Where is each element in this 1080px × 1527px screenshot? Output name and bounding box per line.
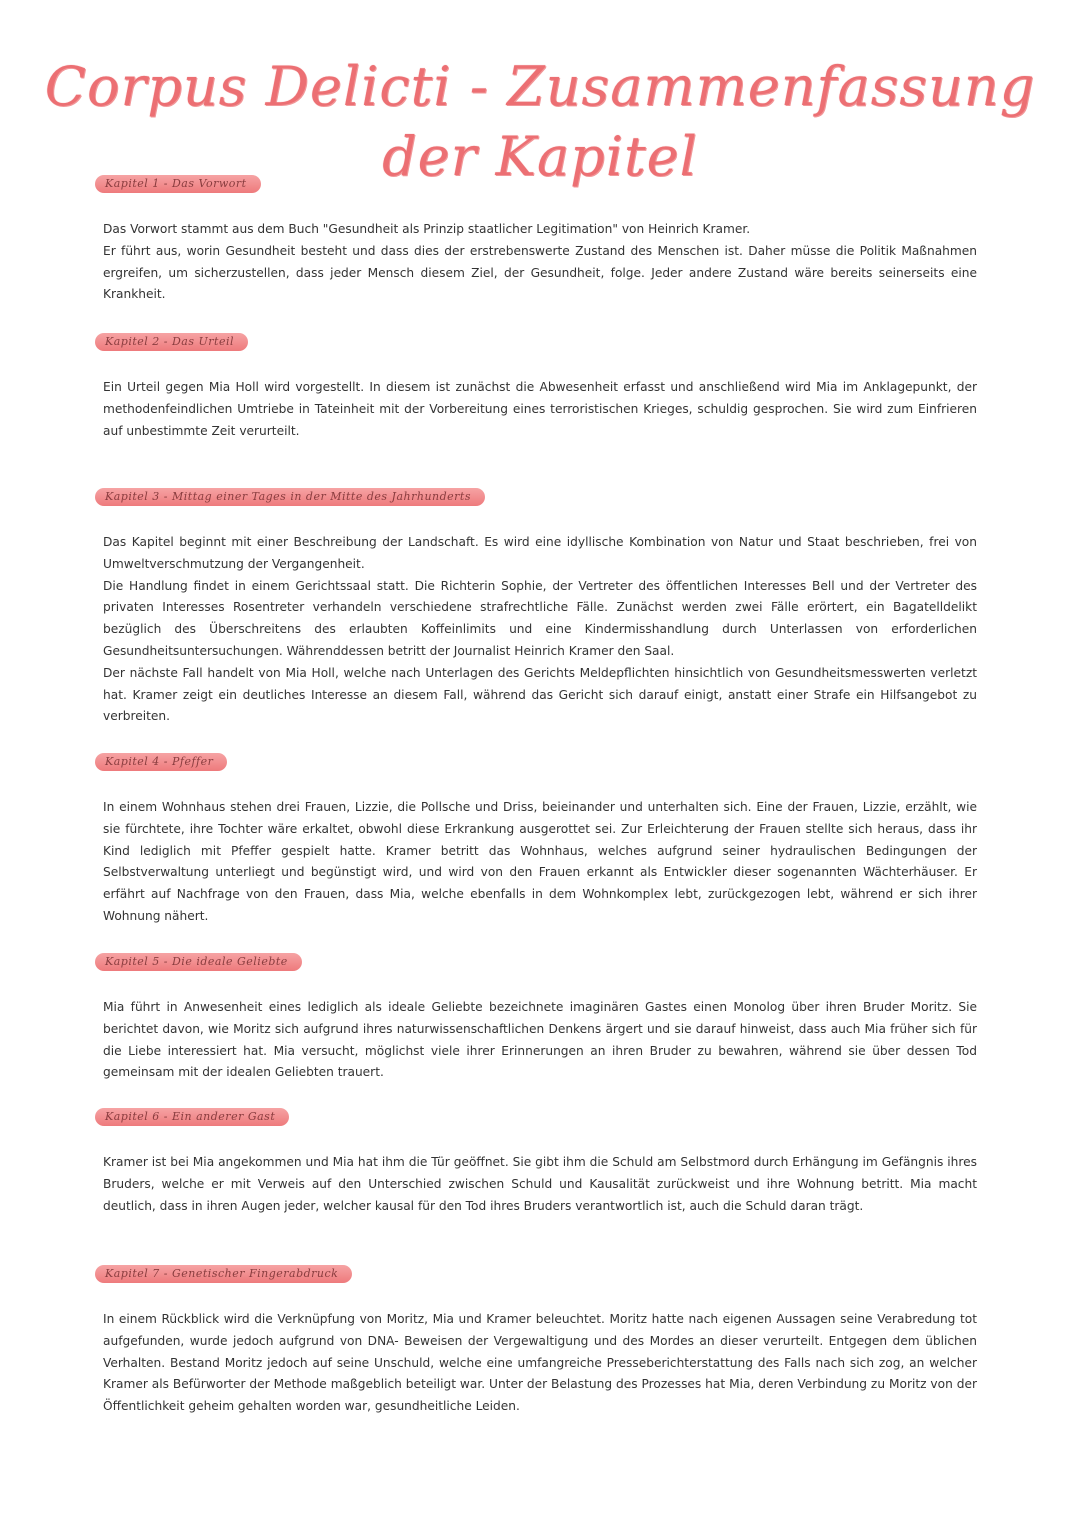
chapter-7: [103, 1262, 977, 1418]
paragraph: Er führt aus, worin Gesundheit besteht und dass dies der erstrebenswerte Zustand des Menschen ist. Daher müsse die Politik Maßnahmen ergreifen, um sicherzustellen, dass jeder Mensch diesem Ziel, der Gesundheit, folge. Jeder andere Zustand wäre bereits seinerseits eine Krankheit.: [103, 243, 977, 302]
chapter-text: [103, 377, 977, 442]
paragraph: Ein Urteil gegen Mia Holl wird vorgestellt. In diesem ist zunächst die Abwesenheit erfasst und anschließend wird Mia im Anklagepunkt, der methodenfeindlichen Umtriebe in Tateinheit mit der Vorbereitung eines terroristischen Krieges, schuldig gesprochen. Sie wird zum Einfrieren auf unbestimmte Zeit verurteilt.: [103, 380, 977, 438]
chapter-text: [103, 1309, 977, 1418]
paragraph: Mia führt in Anwesenheit eines lediglich als ideale Geliebte bezeichnete imaginären Gastes einen Monolog über ihren Bruder Moritz. Sie berichtet davon, wie Moritz sich aufgrund ihres naturwissenschaftlichen Denkens ärgert und sie darauf hinweist, dass auch Mia früher sich für die Liebe interessiert hat. Mia versucht, möglichst viele ihrer Erinnerungen an ihren Bruder zu bewahren, während sie über dessen Tod gemeinsam mit der idealen Geliebten trauert.: [103, 1000, 977, 1080]
paragraph: In einem Rückblick wird die Verknüpfung von Moritz, Mia und Kramer beleuchtet. Moritz hatte nach eigenen Aussagen seine Verabredung tot aufgefunden, wurde jedoch aufgrund von DNA- Beweisen der Vergewaltigung und des Mordes an dieser verurteilt. Entgegen dem üblichen Verhalten. Bestand Moritz jedoch auf seine Unschuld, welche eine umfangreiche Presseberichterstattung des Falls nach sich zog, an welcher Kramer als Befürworter der Methode maßgeblich beteiligt war. Unter der Belastung des Prozesses hat Mia, deren Verbindung zu Moritz von der Öffentlichkeit geheim gehalten worden war, gesundheitliche Leiden.: [103, 1312, 977, 1414]
chapter-heading: Kapitel 4 - Pfeffer: [95, 753, 227, 771]
chapter-3: [103, 485, 977, 728]
chapter-2: [103, 330, 977, 442]
chapter-heading: Kapitel 7 - Genetischer Fingerabdruck: [95, 1265, 352, 1283]
chapter-heading: Kapitel 1 - Das Vorwort: [95, 175, 261, 193]
paragraph: Der nächste Fall handelt von Mia Holl, welche nach Unterlagen des Gerichts Meldepflichten hinsichtlich von Gesundheitsmesswerten verletzt hat. Kramer zeigt ein deutliches Interesse an diesem Fall, während das Gericht sich darauf einigt, anstatt einer Strafe ein Hilfsangebot zu verbreiten.: [103, 665, 977, 724]
chapter-text: [103, 997, 977, 1084]
chapter-5: [103, 950, 977, 1084]
paragraph: In einem Wohnhaus stehen drei Frauen, Lizzie, die Pollsche und Driss, beieinander und unterhalten sich. Eine der Frauen, Lizzie, erzählt, wie sie fürchtete, ihre Tochter wäre erkaltet, obwohl diese Erkrankung ausgerottet sei. Zur Erleichterung der Frauen stellte sich heraus, dass ihr Kind lediglich mit Pfeffer gespielt hatte. Kramer betritt das Wohnhaus, welches aufgrund seiner hydraulischen Bedingungen der Selbstverwaltung unterliegt und begünstigt wird, und wird von den Frauen erkannt als Entwickler dieser sogenannten Wächterhäuser. Er erfährt auf Nachfrage von den Frauen, dass Mia, welche ebenfalls in dem Wohnkomplex lebt, zurückgezogen lebt, während er sich ihrer Wohnung nähert.: [103, 800, 977, 923]
chapter-heading: Kapitel 6 - Ein anderer Gast: [95, 1108, 289, 1126]
chapter-text: [103, 219, 977, 306]
chapter-4: [103, 750, 977, 928]
chapter-text: [103, 797, 977, 928]
paragraph: Das Vorwort stammt aus dem Buch "Gesundheit als Prinzip staatlicher Legitimation" von Heinrich Kramer.: [103, 222, 751, 236]
chapter-heading: Kapitel 2 - Das Urteil: [95, 333, 248, 351]
chapter-1: [103, 172, 977, 306]
chapter-heading: Kapitel 3 - Mittag einer Tages in der Mitte des Jahrhunderts: [95, 488, 485, 506]
chapter-text: [103, 1152, 977, 1217]
page-title: Corpus Delicti - Zusammenfassung der Kapitel: [44, 55, 1036, 188]
chapter-heading: Kapitel 5 - Die ideale Geliebte: [95, 953, 302, 971]
paragraph: Die Handlung findet in einem Gerichtssaal statt. Die Richterin Sophie, der Vertreter des öffentlichen Interesses Bell und der Vertreter des privaten Interesses Rosentreter verhandeln verschiedene strafrechtliche Fälle. Zunächst werden zwei Fälle erörtert, ein Bagatelldelikt bezüglich des Überschreitens des erlaubten Koffeinlimits und eine Kindermisshandlung durch Unterlassen von erforderlichen Gesundheitsuntersuchungen. Währenddessen betritt der Journalist Heinrich Kramer den Saal.: [103, 578, 977, 658]
chapter-6: [103, 1105, 977, 1217]
chapter-text: [103, 532, 977, 728]
paragraph: Kramer ist bei Mia angekommen und Mia hat ihm die Tür geöffnet. Sie gibt ihm die Schuld am Selbstmord durch Erhängung im Gefängnis ihres Bruders, welche er mit Verweis auf den Unterschied zwischen Schuld und Kausalität zurückweist und ihre Wohnung betritt. Mia macht deutlich, dass in ihren Augen jeder, welcher kausal für den Tod ihres Bruders verantwortlich ist, auch die Schuld daran trägt.: [103, 1155, 977, 1213]
paragraph: Das Kapitel beginnt mit einer Beschreibung der Landschaft. Es wird eine idyllische Kombination von Natur und Staat beschrieben, frei von Umweltverschmutzung der Vergangenheit.: [103, 535, 977, 571]
